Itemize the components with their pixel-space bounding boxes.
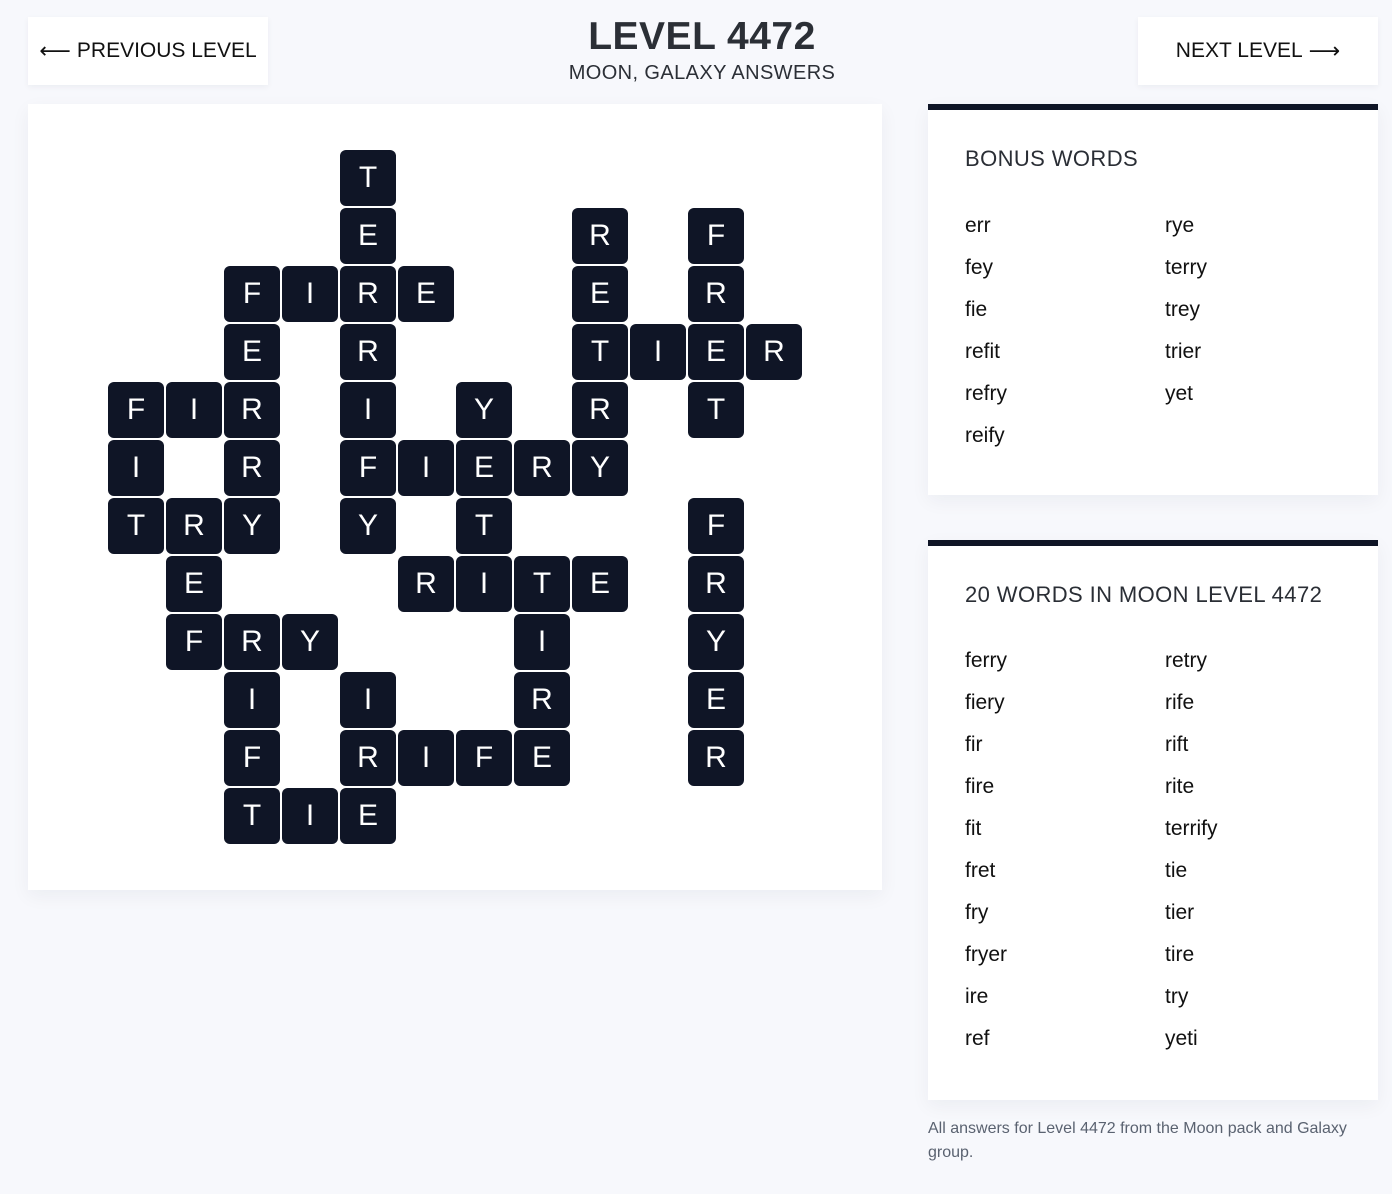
letter-tile: E xyxy=(456,440,512,496)
letter-tile: E xyxy=(340,208,396,264)
bonus-words-heading: BONUS WORDS xyxy=(965,146,1139,171)
letter-tile: F xyxy=(108,382,164,438)
letter-tile: T xyxy=(340,150,396,206)
letter-tile: I xyxy=(398,440,454,496)
answer-word: fire xyxy=(965,775,995,798)
page-title: LEVEL 4472 xyxy=(588,15,816,58)
letter-tile: R xyxy=(746,324,802,380)
answer-word: tier xyxy=(1165,901,1195,924)
letter-tile: F xyxy=(688,208,744,264)
page-subtitle: MOON, GALAXY ANSWERS xyxy=(568,62,836,84)
answer-word: rite xyxy=(1165,775,1195,798)
answer-word: ire xyxy=(965,985,989,1008)
bonus-word: trier xyxy=(1165,340,1202,363)
letter-tile: F xyxy=(166,614,222,670)
letter-tile: R xyxy=(688,556,744,612)
letter-tile: I xyxy=(514,614,570,670)
letter-tile: Y xyxy=(340,498,396,554)
letter-tile: R xyxy=(688,266,744,322)
letter-tile: Y xyxy=(282,614,338,670)
letter-tile: R xyxy=(398,556,454,612)
letter-tile: I xyxy=(166,382,222,438)
letter-tile: Y xyxy=(456,382,512,438)
letter-tile: R xyxy=(514,672,570,728)
letter-tile: E xyxy=(166,556,222,612)
letter-tile: I xyxy=(340,672,396,728)
letter-tile: I xyxy=(108,440,164,496)
bonus-word: terry xyxy=(1165,256,1207,279)
bonus-word: trey xyxy=(1165,298,1201,321)
letter-tile: I xyxy=(398,730,454,786)
letter-tile: R xyxy=(514,440,570,496)
answer-word: ref xyxy=(965,1027,990,1050)
bonus-word: rye xyxy=(1165,214,1195,237)
letter-tile: F xyxy=(224,730,280,786)
letter-tile: T xyxy=(456,498,512,554)
letter-tile: Y xyxy=(224,498,280,554)
letter-tile: E xyxy=(688,324,744,380)
letter-tile: T xyxy=(514,556,570,612)
letter-tile: E xyxy=(224,324,280,380)
answer-word: tie xyxy=(1165,859,1188,882)
letter-tile: R xyxy=(340,266,396,322)
letter-tile: R xyxy=(340,730,396,786)
answer-word: fiery xyxy=(965,691,1005,714)
answer-word: retry xyxy=(1165,649,1207,672)
next-level-button[interactable] xyxy=(1138,17,1378,85)
bonus-word: refry xyxy=(965,382,1007,405)
letter-tile: R xyxy=(166,498,222,554)
answer-word: fret xyxy=(965,859,996,882)
previous-level-label: PREVIOUS LEVEL xyxy=(76,39,257,62)
letter-tile: R xyxy=(340,324,396,380)
letter-tile: E xyxy=(572,556,628,612)
letter-tile: F xyxy=(224,266,280,322)
letter-tile: E xyxy=(514,730,570,786)
letter-tile: E xyxy=(398,266,454,322)
bonus-word: fie xyxy=(965,298,988,321)
letter-tile: E xyxy=(572,266,628,322)
answer-word: try xyxy=(1165,985,1189,1008)
letter-tile: T xyxy=(224,788,280,844)
answer-word: fry xyxy=(965,901,989,924)
bonus-words-list xyxy=(965,214,1341,466)
letter-tile: R xyxy=(224,614,280,670)
answer-word: rift xyxy=(1165,733,1189,756)
letter-tile: F xyxy=(456,730,512,786)
letter-tile: E xyxy=(340,788,396,844)
bonus-word: refit xyxy=(965,340,1001,363)
answer-word: ferry xyxy=(965,649,1007,672)
letter-tile: I xyxy=(630,324,686,380)
letter-tile: I xyxy=(282,788,338,844)
letter-tile: T xyxy=(572,324,628,380)
bonus-word: err xyxy=(965,214,991,237)
letter-tile: I xyxy=(456,556,512,612)
letter-tile: I xyxy=(224,672,280,728)
letter-tile: E xyxy=(688,672,744,728)
letter-tile: F xyxy=(688,498,744,554)
crossword-board xyxy=(28,104,882,890)
letter-tile: R xyxy=(688,730,744,786)
next-level-label: NEXT LEVEL xyxy=(1175,39,1303,62)
letter-tile: T xyxy=(108,498,164,554)
answer-word: fit xyxy=(965,817,982,840)
letter-tile: Y xyxy=(688,614,744,670)
answers-heading: 20 WORDS IN MOON LEVEL 4472 xyxy=(965,582,1323,607)
letter-tile: I xyxy=(282,266,338,322)
arrow-right-icon: ⟶ xyxy=(1308,38,1341,63)
letter-tile: R xyxy=(572,382,628,438)
letter-tile: R xyxy=(224,382,280,438)
answer-word: rife xyxy=(1165,691,1195,714)
answer-word: fryer xyxy=(965,943,1007,966)
answer-word: yeti xyxy=(1165,1027,1198,1050)
arrow-left-icon: ⟵ xyxy=(39,38,71,63)
footer-note: All answers for Level 4472 from the Moon pack and Galaxy group. xyxy=(928,1120,1347,1161)
bonus-word: yet xyxy=(1165,382,1194,405)
letter-tile: I xyxy=(340,382,396,438)
letter-tile: F xyxy=(340,440,396,496)
answer-word: fir xyxy=(965,733,983,756)
answers-list xyxy=(965,649,1341,1069)
bonus-words-panel xyxy=(928,104,1378,495)
answers-panel xyxy=(928,540,1378,1100)
answer-word: tire xyxy=(1165,943,1195,966)
bonus-word: fey xyxy=(965,256,994,279)
letter-tile: T xyxy=(688,382,744,438)
bonus-word: reify xyxy=(965,424,1005,447)
answer-word: terrify xyxy=(1165,817,1218,840)
letter-tile: Y xyxy=(572,440,628,496)
letter-tile: R xyxy=(224,440,280,496)
letter-tile: R xyxy=(572,208,628,264)
